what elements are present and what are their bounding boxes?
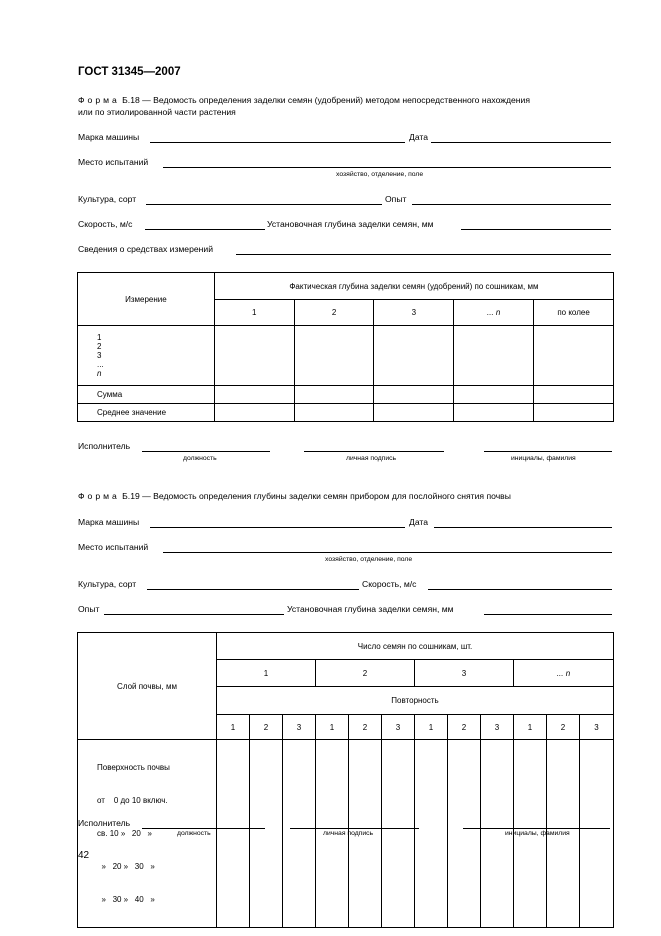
form19-marka-field[interactable]	[150, 527, 405, 528]
col-seeds-group-header: Число семян по сошникам, шт.	[217, 633, 614, 660]
data-cell[interactable]	[374, 386, 454, 404]
rep-col: 2	[250, 715, 283, 740]
data-cell[interactable]	[454, 404, 534, 422]
rep-col: 3	[283, 715, 316, 740]
form18-skorost-label: Скорость, м/с	[78, 219, 133, 229]
data-cell[interactable]	[580, 740, 614, 928]
sub-col-track: по колее	[534, 300, 614, 326]
form18-fio-field[interactable]	[484, 451, 612, 452]
form18-mesto-label: Место испытаний	[78, 157, 149, 167]
page-number: 42	[78, 850, 90, 861]
rep-col: 3	[481, 715, 514, 740]
rep-col: 3	[382, 715, 415, 740]
rep-col: 1	[415, 715, 448, 740]
row-num: 2	[97, 342, 102, 351]
row-avg-label: Среднее значение	[78, 404, 215, 422]
form18-title-line2: или по этиолированной части растения	[78, 107, 236, 117]
rep-col: 2	[448, 715, 481, 740]
row-numbers-cell	[78, 326, 215, 386]
data-cell[interactable]	[250, 740, 283, 928]
rep-col: 2	[349, 715, 382, 740]
col-measure-header: Измерение	[78, 273, 215, 326]
form18-svedeniya-field[interactable]	[236, 254, 611, 255]
data-cell[interactable]	[454, 386, 534, 404]
form18-data-label: Дата	[409, 132, 429, 142]
form18-svedeniya-label: Сведения о средствах измерений	[78, 244, 213, 254]
povtornost-header: Повторность	[217, 687, 614, 715]
form19-caption-dolzhnost: должность	[177, 830, 211, 837]
row-sum-label: Сумма	[78, 386, 215, 404]
form18-glubina-label: Установочная глубина заделки семян, мм	[267, 219, 434, 229]
col-layer-header: Слой почвы, мм	[78, 633, 217, 740]
form19-mesto-caption: хозяйство, отделение, поле	[325, 556, 413, 563]
row-num: 3	[97, 351, 102, 360]
sub-col-3: 3	[374, 300, 454, 326]
data-cell[interactable]	[374, 326, 454, 386]
data-cell[interactable]	[283, 740, 316, 928]
data-cell[interactable]	[534, 326, 614, 386]
form18-marka-label: Марка машины	[78, 132, 140, 142]
rep-col: 1	[217, 715, 250, 740]
data-cell[interactable]	[415, 740, 448, 928]
form18-dolzhnost-field[interactable]	[142, 451, 270, 452]
group-col-3: 3	[415, 660, 514, 687]
form19-glubina-field[interactable]	[484, 614, 612, 615]
data-cell[interactable]	[217, 740, 250, 928]
form19-ispolnitel-label: Исполнитель	[78, 818, 131, 828]
form19-title: Форма Б.19 — Ведомость определения глубины заделки семян прибором для послойного снятия почвы	[78, 491, 511, 501]
data-cell[interactable]	[214, 386, 294, 404]
form18-glubina-field[interactable]	[461, 229, 611, 230]
form19-mesto-label: Место испытаний	[78, 542, 149, 552]
row-num: ...	[97, 360, 104, 369]
form18-data-field[interactable]	[431, 142, 611, 143]
form19-opyt-label: Опыт	[78, 604, 100, 614]
form19-dolzhnost-field[interactable]	[142, 828, 265, 829]
data-cell[interactable]	[214, 326, 294, 386]
rep-col: 1	[514, 715, 547, 740]
form18-kultura-field[interactable]	[146, 204, 382, 205]
form18-caption-podpis: личная подпись	[346, 455, 397, 462]
layer-item: от 0 до 10 включ.	[97, 796, 168, 805]
form18-caption-dolzhnost: должность	[183, 455, 217, 462]
form19-table	[77, 632, 614, 928]
sub-col-2: 2	[294, 300, 374, 326]
form18-caption-fio: инициалы, фамилия	[511, 455, 576, 462]
group-col-n: ... n	[514, 660, 614, 687]
sub-col-n: ... n	[454, 300, 534, 326]
form19-opyt-field[interactable]	[104, 614, 284, 615]
form18-opyt-label: Опыт	[385, 194, 407, 204]
data-cell[interactable]	[214, 404, 294, 422]
form18-opyt-field[interactable]	[412, 204, 611, 205]
form19-caption-podpis: личная подпись	[323, 830, 374, 837]
form19-skorost-field[interactable]	[428, 589, 612, 590]
form19-glubina-label: Установочная глубина заделки семян, мм	[287, 604, 454, 614]
layer-item: Поверхность почвы	[97, 763, 170, 772]
form19-kultura-label: Культура, сорт	[78, 579, 137, 589]
form18-mesto-caption: хозяйство, отделение, поле	[336, 171, 424, 178]
document-header: ГОСТ 31345—2007	[78, 66, 181, 78]
form19-data-field[interactable]	[434, 527, 612, 528]
group-col-2: 2	[316, 660, 415, 687]
form19-skorost-label: Скорость, м/с	[362, 579, 417, 589]
data-cell[interactable]	[374, 404, 454, 422]
form18-title: Форма Б.18 — Ведомость определения заделки семян (удобрений) методом непосредственного нахождения	[78, 95, 531, 105]
form19-fio-field[interactable]	[463, 828, 610, 829]
form18-skorost-field[interactable]	[145, 229, 265, 230]
rep-col: 1	[316, 715, 349, 740]
form18-ispolnitel-label: Исполнитель	[78, 441, 131, 451]
form18-kultura-label: Культура, сорт	[78, 194, 137, 204]
data-cell[interactable]	[294, 404, 374, 422]
data-cell[interactable]	[534, 404, 614, 422]
col-depth-group-header: Фактическая глубина заделки семян (удобрений) по сошникам, мм	[214, 273, 613, 300]
layer-item: » 30 » 40 »	[97, 895, 155, 904]
rep-col: 3	[580, 715, 614, 740]
form18-table	[77, 272, 614, 422]
form18-podpis-field[interactable]	[304, 451, 444, 452]
form19-podpis-field[interactable]	[290, 828, 419, 829]
form19-caption-fio: инициалы, фамилия	[505, 830, 570, 837]
layer-item: св. 10 » 20 »	[97, 829, 152, 838]
sub-col-1: 1	[214, 300, 294, 326]
data-cell[interactable]	[454, 326, 534, 386]
data-cell[interactable]	[294, 386, 374, 404]
form19-kultura-field[interactable]	[147, 589, 359, 590]
form18-mesto-field[interactable]	[163, 167, 611, 168]
data-cell[interactable]	[294, 326, 374, 386]
row-num: 1	[97, 333, 102, 342]
data-cell[interactable]	[382, 740, 415, 928]
data-cell[interactable]	[534, 386, 614, 404]
form18-marka-field[interactable]	[150, 142, 405, 143]
group-col-1: 1	[217, 660, 316, 687]
form19-marka-label: Марка машины	[78, 517, 140, 527]
form19-data-label: Дата	[409, 517, 429, 527]
rep-col: 2	[547, 715, 580, 740]
row-num: n	[97, 369, 102, 378]
layer-item: » 20 » 30 »	[97, 862, 155, 871]
form19-mesto-field[interactable]	[163, 552, 612, 553]
data-cell[interactable]	[448, 740, 481, 928]
